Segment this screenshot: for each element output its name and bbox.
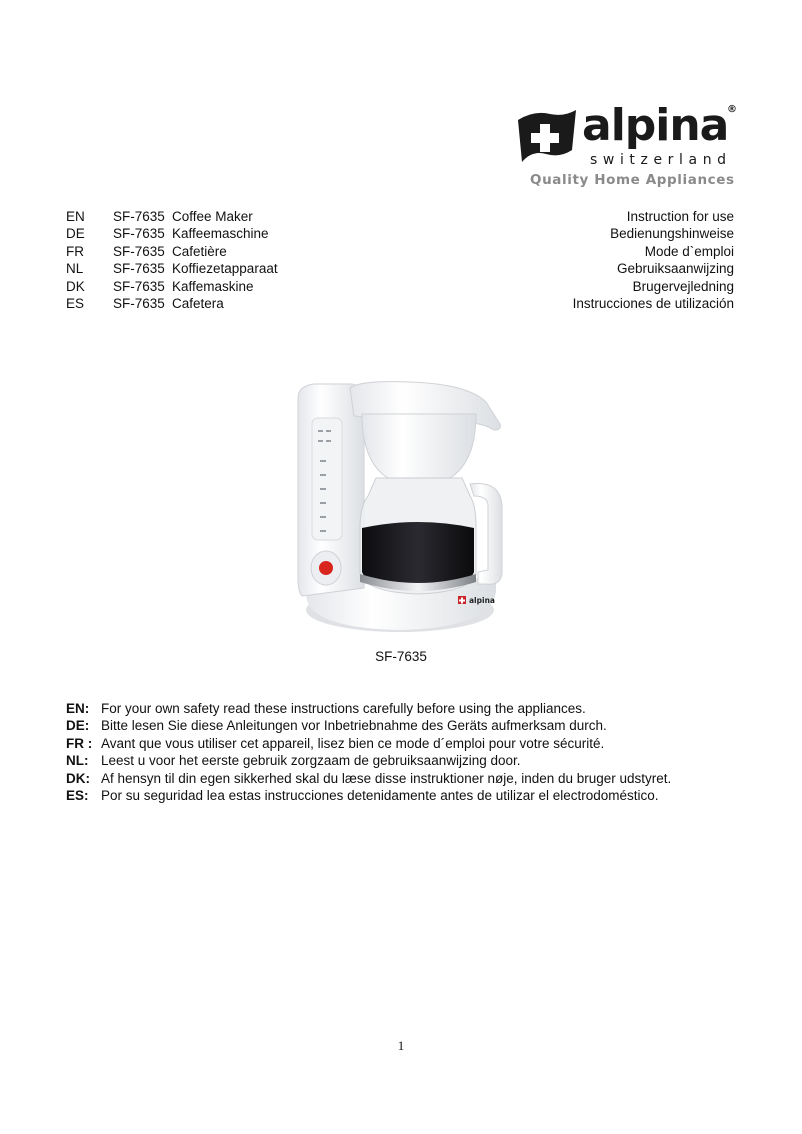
model-number: SF-7635 [113,295,165,311]
document-type: Instrucciones de utilización [572,295,734,311]
coffee-maker-image [290,378,510,634]
model-row-fr [66,243,734,260]
notice-language-code: DK: [66,770,90,786]
brand-subtitle: switzerland [590,152,732,168]
document-type: Brugervejledning [632,278,734,294]
model-number: SF-7635 [113,226,165,242]
document-type: Mode d`emploi [644,243,734,259]
language-code: NL [66,261,84,277]
registered-mark: ® [727,104,737,115]
model-row-en [66,208,734,225]
notice-text: Leest u voor het eerste gebruik zorgzaam de gebruiksaanwijzing door. [101,753,521,769]
product-name: Kaffeemaschine [172,226,269,242]
document-type: Bedienungshinweise [610,226,734,242]
product-caption: SF-7635 [375,649,427,664]
swiss-cross-flag-icon [514,106,578,166]
notice-row-es [66,787,756,804]
language-code: DK [66,278,85,294]
notice-language-code: EN: [66,701,90,716]
power-switch-icon [319,561,333,575]
model-row-nl [66,260,734,277]
model-number: SF-7635 [113,243,165,259]
model-row-de [66,225,734,242]
document-type: Gebruiksaanwijzing [616,261,734,277]
product-name: Cafetera [172,295,224,311]
base-badge-text: alpina [469,596,495,605]
product-name: Coffee Maker [172,209,253,224]
notice-language-code: DE: [66,718,90,734]
notice-row-fr [66,735,756,752]
notice-text: Avant que vous utiliser cet appareil, lisez bien ce mode d´emploi pour votre sécurité. [101,735,605,751]
product-name: Kaffemaskine [172,278,254,294]
model-language-list [66,208,734,312]
notice-row-en [66,700,756,717]
document-type: Instruction for use [626,209,734,224]
notice-text: Bitte lesen Sie diese Anleitungen vor Inbetriebnahme des Geräts aufmerksam durch. [101,718,607,734]
notice-language-code: ES: [66,787,89,803]
notice-text: For your own safety read these instructions carefully before using the appliances. [101,701,586,716]
product-name: Cafetière [172,243,227,259]
notice-row-nl [66,752,756,769]
brand-logo [514,100,744,192]
language-code: EN [66,209,85,224]
product-name: Koffiezetapparaat [172,261,278,277]
notice-language-code: NL: [66,753,89,769]
page-number: 1 [397,1038,405,1053]
language-code: ES [66,295,85,311]
model-number: SF-7635 [113,261,165,277]
coffee-maker-illustration [290,378,510,634]
language-code: FR [66,243,84,259]
brand-tagline: Quality Home Appliances [530,172,735,188]
language-code: DE [66,226,85,242]
model-number: SF-7635 [113,278,165,294]
model-row-dk [66,278,734,295]
safety-notices [66,700,756,804]
notice-text: Af hensyn til din egen sikkerhed skal du læse disse instruktioner nøje, inden du bruger udstyret. [101,770,672,786]
brand-name: alpina [582,100,729,151]
notice-row-de [66,717,756,734]
model-row-es [66,295,734,312]
model-number: SF-7635 [113,209,165,224]
notice-language-code: FR : [66,735,93,751]
notice-text: Por su seguridad lea estas instrucciones detenidamente antes de utilizar el electrodoméstico. [101,787,659,803]
notice-row-dk [66,770,756,787]
